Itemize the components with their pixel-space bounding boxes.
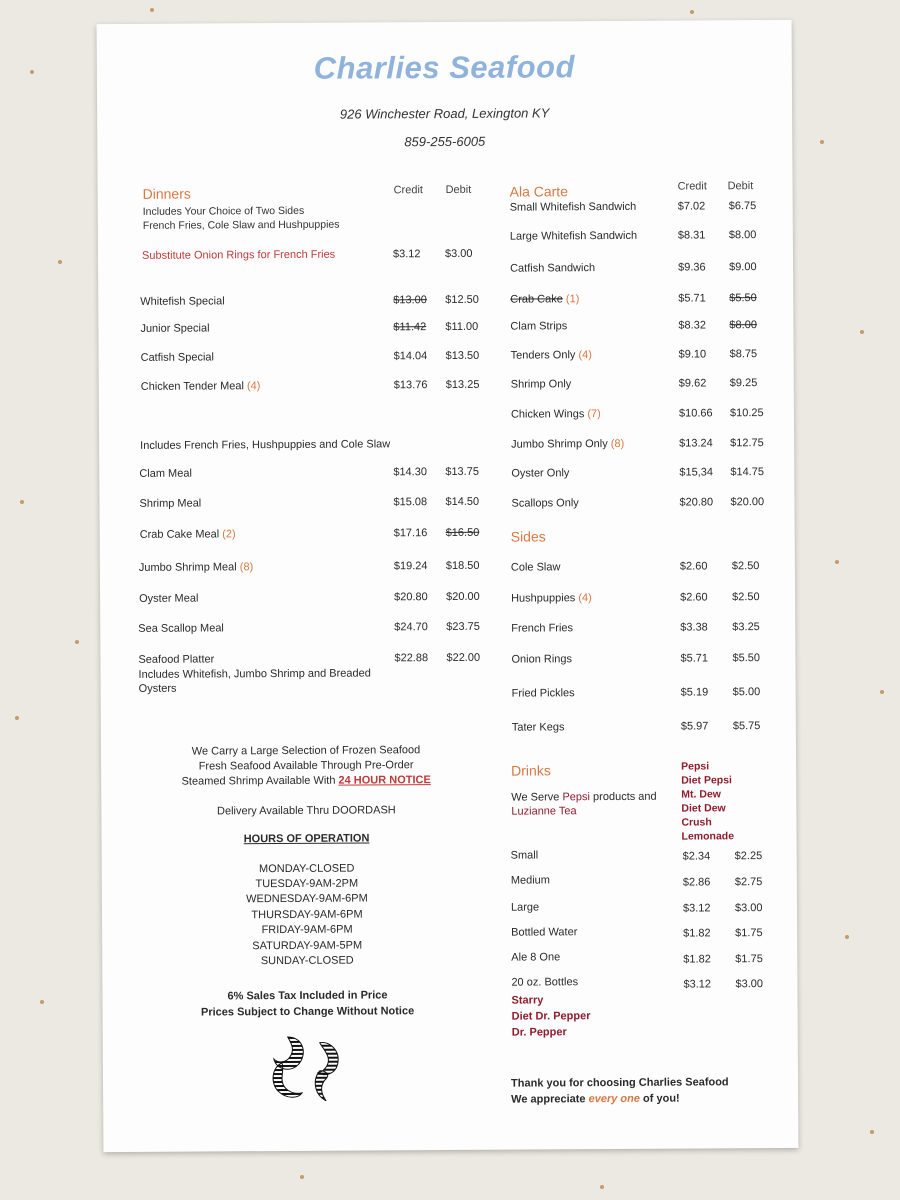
menu-item-credit: $20.80 <box>679 496 714 509</box>
menu-item-debit: $12.75 <box>730 437 764 450</box>
debit-header: Debit <box>727 180 754 193</box>
substitute-label: Substitute Onion Rings for French Fries <box>141 248 336 262</box>
menu-item-name: Small <box>510 849 539 862</box>
menu-item-name: 20 oz. Bottles <box>511 976 579 989</box>
menu-item-name: Ale 8 One <box>511 951 561 964</box>
speck <box>820 140 824 144</box>
menu-item-debit: $2.75 <box>734 876 763 889</box>
menu-item-credit: $20.80 <box>394 591 428 604</box>
menu-item-debit: $3.00 <box>734 902 763 915</box>
menu-item-debit: $2.25 <box>734 850 763 863</box>
bottle-flavor: Dr. Pepper <box>511 1026 567 1039</box>
menu-item-debit: $23.75 <box>446 620 480 634</box>
menu-item-credit: $3.12 <box>683 978 712 991</box>
phone-number: 859-255-6005 <box>404 133 486 150</box>
menu-item-name: Scallops Only <box>511 497 579 510</box>
menu-item-credit: $19.24 <box>393 560 428 573</box>
menu-item-credit: $5.19 <box>680 686 709 699</box>
speck <box>300 1175 304 1179</box>
bottle-flavor: Starry <box>511 994 544 1007</box>
speck <box>690 10 694 14</box>
menu-item-name: Clam Meal <box>139 467 192 480</box>
menu-item-credit: $14.30 <box>393 466 427 479</box>
menu-item-debit: $2.50 <box>731 560 760 573</box>
menu-item-name: Crab Cake (1) <box>510 293 580 306</box>
menu-item-debit: $16.50 <box>445 526 480 540</box>
menu-item-credit: $9.10 <box>678 348 707 361</box>
menu-item-credit: $1.82 <box>683 953 711 966</box>
menu-item-name: Bottled Water <box>511 926 578 939</box>
speck <box>845 935 849 939</box>
bottle-flavor: Diet Dr. Pepper <box>511 1010 591 1023</box>
menu-item-credit: $5.97 <box>680 720 709 733</box>
menu-item-credit: $8.32 <box>678 319 706 332</box>
menu-item-debit: $22.00 <box>446 651 481 665</box>
address: 926 Winchester Road, Lexington KY <box>339 105 550 122</box>
menu-item-credit: $2.86 <box>682 876 711 889</box>
menu-item-name: Medium <box>510 874 550 887</box>
hours-day: SATURDAY-9AM-5PM <box>252 939 363 953</box>
drink-flavor: Diet Pepsi <box>681 774 733 787</box>
speck <box>870 1130 874 1134</box>
speck <box>58 260 62 264</box>
menu-item-debit: $5.75 <box>732 720 761 733</box>
menu-item-name: Onion Rings <box>511 653 573 666</box>
menu-item-credit: $9.62 <box>678 377 707 390</box>
notice-text: 24 HOUR NOTICE <box>338 774 431 787</box>
speck <box>835 560 839 564</box>
fish-logo-icon <box>268 1033 348 1105</box>
menu-item-debit: $12.50 <box>445 293 479 307</box>
menu-item-debit: $20.00 <box>446 590 480 604</box>
menu-item-name: Small Whitefish Sandwich <box>509 200 637 214</box>
menu-item-credit: $1.82 <box>683 927 711 940</box>
menu-item-debit: $13.25 <box>445 378 480 392</box>
meals-includes-note: Includes French Fries, Hushpuppies and Cole Slaw <box>140 438 391 452</box>
menu-item-debit: $8.00 <box>728 229 757 242</box>
menu-item-credit: $14.04 <box>393 350 428 363</box>
menu-item-credit: $13.00 <box>393 294 427 307</box>
menu-item-name: Whitefish Special <box>140 295 225 308</box>
menu-item-name: Oyster Meal <box>139 592 199 605</box>
drink-flavor: Mt. Dew <box>681 788 721 801</box>
menu-item-debit: $8.00 <box>729 319 757 332</box>
menu-item-debit: $5.00 <box>732 686 761 699</box>
menu-item-credit: $2.60 <box>679 560 708 573</box>
drinks-serve-note: We Serve Pepsi products and <box>511 790 657 804</box>
menu-item-name: Shrimp Meal <box>139 497 202 510</box>
menu-item-credit: $3.38 <box>680 621 708 634</box>
menu-item-debit: $8.75 <box>729 348 758 361</box>
credit-header: Credit <box>677 180 707 193</box>
sides-heading: Sides <box>510 528 546 545</box>
menu-item-debit: $13.50 <box>445 349 480 363</box>
menu-item-credit: $17.16 <box>393 527 428 540</box>
menu-item-name: Sea Scallop Meal <box>138 622 224 635</box>
menu-sheet <box>97 20 799 1152</box>
speck <box>75 640 79 644</box>
hours-day: SUNDAY-CLOSED <box>260 954 354 968</box>
menu-item-credit: $5.71 <box>678 292 706 305</box>
drinks-heading: Drinks <box>511 762 551 779</box>
menu-item-debit: $1.75 <box>735 953 763 966</box>
menu-item-debit: $3.25 <box>732 621 760 634</box>
menu-item-name: French Fries <box>511 622 574 635</box>
substitute-credit: $3.12 <box>392 248 421 261</box>
appreciation-note: We appreciate every one of you! <box>511 1092 680 1106</box>
hours-day: THURSDAY-9AM-6PM <box>251 908 363 922</box>
hours-day: WEDNESDAY-9AM-6PM <box>246 892 368 906</box>
hours-day: FRIDAY-9AM-6PM <box>261 923 353 937</box>
steamed-shrimp-note: Steamed Shrimp Available With 24 HOUR NOTICE <box>181 774 431 788</box>
sales-tax-note: 6% Sales Tax Included in Price <box>227 989 388 1003</box>
drink-flavor: Diet Dew <box>681 802 726 815</box>
menu-item-credit: $13.76 <box>393 379 428 392</box>
menu-item-credit: $15,34 <box>679 466 714 479</box>
drink-flavor: Lemonade <box>681 830 735 843</box>
menu-item-name: Shrimp Only <box>510 378 572 391</box>
menu-item-debit: $14.75 <box>730 466 765 479</box>
menu-item-credit: $24.70 <box>394 621 428 634</box>
speck <box>150 8 154 12</box>
thank-you-note: Thank you for choosing Charlies Seafood <box>511 1076 729 1090</box>
menu-item-credit: $7.02 <box>677 200 706 213</box>
speck <box>40 1000 44 1004</box>
delivery-note: Delivery Available Thru DOORDASH <box>216 804 396 818</box>
menu-item-debit: $10.25 <box>729 407 764 420</box>
restaurant-title: Charlies Seafood <box>313 49 576 86</box>
menu-item-name: Chicken Wings (7) <box>510 408 601 421</box>
menu-item-debit: $14.50 <box>445 495 480 509</box>
menu-item-credit: $2.60 <box>680 591 708 604</box>
menu-item-name: Large Whitefish Sandwich <box>509 229 638 243</box>
speck <box>30 70 34 74</box>
hours-day: MONDAY-CLOSED <box>259 862 355 876</box>
menu-item-credit: $13.24 <box>679 437 713 450</box>
menu-item-debit: $20.00 <box>730 496 765 509</box>
menu-item-name: Junior Special <box>140 322 210 335</box>
menu-item-credit: $2.34 <box>682 850 711 863</box>
menu-item-name: Tater Kegs <box>511 721 565 734</box>
menu-item-name: Jumbo Shrimp Only (8) <box>511 437 625 451</box>
menu-item-credit: $5.71 <box>680 652 709 665</box>
menu-item-debit: $5.50 <box>729 292 757 305</box>
speck <box>600 1185 604 1189</box>
menu-item-name: Crab Cake Meal (2) <box>139 528 236 541</box>
menu-item-debit: $3.00 <box>735 978 764 991</box>
menu-item-name: Chicken Tender Meal (4) <box>140 380 261 393</box>
menu-item-name: Oyster Only <box>511 467 570 480</box>
menu-item-credit: $9.36 <box>678 261 706 274</box>
frozen-seafood-note: We Carry a Large Selection of Frozen Seafood <box>191 744 421 758</box>
credit-header: Credit <box>393 184 423 197</box>
menu-item-debit: $18.50 <box>445 559 480 573</box>
substitute-debit: $3.00 <box>444 247 473 261</box>
menu-item-name: Hushpuppies (4) <box>511 592 592 605</box>
menu-item-name: Clam Strips <box>510 320 568 333</box>
menu-item-credit: $22.88 <box>394 652 429 665</box>
menu-item-debit: $9.00 <box>729 261 757 274</box>
dinners-heading: Dinners <box>142 185 191 202</box>
menu-item-credit: $8.31 <box>677 229 706 242</box>
hours-day: TUESDAY-9AM-2PM <box>255 877 359 891</box>
menu-item-debit: $11.00 <box>445 320 479 334</box>
hours-heading: HOURS OF OPERATION <box>243 832 370 846</box>
debit-header: Debit <box>445 183 472 197</box>
menu-item-name: Catfish Sandwich <box>510 262 596 275</box>
menu-item-debit: $5.50 <box>732 652 761 665</box>
menu-item-name: Seafood Platter <box>138 653 215 666</box>
menu-item-credit: $15.08 <box>393 496 428 509</box>
menu-item-name: Jumbo Shrimp Meal (8) <box>138 561 254 574</box>
menu-item-credit: $3.12 <box>682 902 711 915</box>
price-change-note: Prices Subject to Change Without Notice <box>200 1005 415 1019</box>
menu-item-debit: $6.75 <box>728 200 757 213</box>
dinners-sides-note: French Fries, Cole Slaw and Hushpuppies <box>142 218 340 232</box>
menu-item-credit: $11.42 <box>393 321 427 334</box>
platter-note-cont: Oysters <box>138 682 177 695</box>
menu-item-name: Cole Slaw <box>510 561 561 574</box>
menu-item-name: Catfish Special <box>140 351 215 364</box>
platter-note: Includes Whitefish, Jumbo Shrimp and Breaded <box>138 667 371 681</box>
drink-flavor: Pepsi <box>681 760 710 773</box>
speck <box>20 500 24 504</box>
drink-flavor: Crush <box>681 816 712 829</box>
preorder-note: Fresh Seafood Available Through Pre-Order <box>198 759 414 773</box>
menu-item-credit: $10.66 <box>678 407 713 420</box>
menu-item-name: Large <box>510 901 540 914</box>
speck <box>860 330 864 334</box>
dinners-note: Includes Your Choice of Two Sides <box>142 204 305 218</box>
menu-item-name: Fried Pickles <box>511 687 575 700</box>
menu-item-name: Tenders Only (4) <box>510 349 592 362</box>
tea-brand: Luzianne Tea <box>511 805 577 818</box>
ala-carte-heading: Ala Carte <box>509 183 568 200</box>
menu-item-debit: $2.50 <box>732 591 760 604</box>
menu-item-debit: $13.75 <box>445 465 479 479</box>
speck <box>15 716 19 720</box>
menu-item-debit: $9.25 <box>729 377 758 390</box>
speck <box>880 690 884 694</box>
menu-item-debit: $1.75 <box>735 927 763 940</box>
